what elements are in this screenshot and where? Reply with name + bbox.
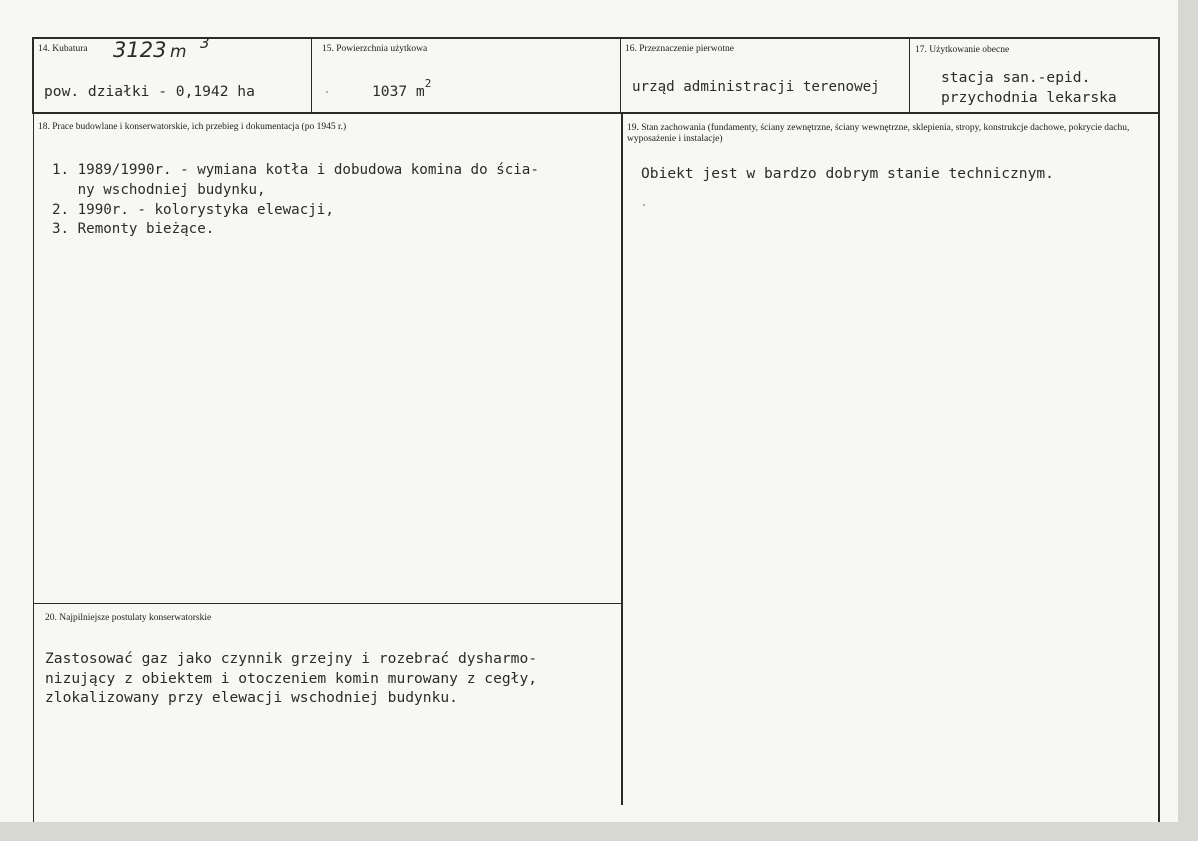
field-19-value: Obiekt jest w bardzo dobrym stanie technicznym. xyxy=(641,165,1054,182)
section20-top-rule xyxy=(33,603,622,604)
field-17-line-1: stacja san.-epid. xyxy=(941,69,1091,86)
divider-16-17 xyxy=(909,37,910,113)
pencil-mark-19 xyxy=(643,204,645,206)
divider-14-15 xyxy=(311,37,312,113)
field-20-label: 20. Najpilniejsze postulaty konserwatorskie xyxy=(45,613,212,623)
left-border xyxy=(32,37,34,114)
field-19-label: 19. Stan zachowania (fundamenty, ściany zewnętrzne, ściany wewnętrzne, sklepienia, stropy, konstrukcje dachowe, pokrycie dachu, wyposażenie i instalacje) xyxy=(627,123,1130,144)
field-17-line-2: przychodnia lekarska xyxy=(941,89,1117,106)
kubatura-unit: m xyxy=(170,42,187,62)
field-15-value xyxy=(372,77,432,103)
field-16-label: 16. Przeznaczenie pierwotne xyxy=(625,44,734,54)
field-15-label: 15. Powierzchnia użytkowa xyxy=(322,44,428,54)
field-14-label: 14. Kubatura xyxy=(38,44,88,54)
usable-area-exponent: 2 xyxy=(424,77,432,91)
paper-edge-right xyxy=(1178,0,1198,841)
pencil-mark xyxy=(326,91,328,93)
field-16-value: urząd administracji terenowej xyxy=(632,79,880,95)
field-17-label: 17. Użytkowanie obecne xyxy=(915,45,1010,55)
center-divider xyxy=(621,113,623,805)
field-18-line-3: 2. 1990r. - kolorystyka elewacji, xyxy=(52,202,334,218)
field-14-plot-area: pow. działki - 0,1942 ha xyxy=(44,83,255,100)
divider-15-16 xyxy=(620,37,621,113)
field-20-line-1: Zastosować gaz jako czynnik grzejny i rozebrać dysharmo- xyxy=(45,650,538,667)
field-20-line-3: zlokalizowany przy elewacji wschodniej budynku. xyxy=(45,689,458,706)
field-20-line-2: nizujący z obiektem i otoczeniem komin murowany z cegły, xyxy=(45,670,538,687)
field-18-line-1: 1. 1989/1990r. - wymiana kotła i dobudowa komina do ścia- xyxy=(52,162,539,178)
left-border-lower xyxy=(33,113,34,822)
usable-area-value: 1037 m xyxy=(372,83,425,100)
kubatura-exponent: 3 xyxy=(200,34,210,52)
kubatura-value: 3123 xyxy=(113,38,167,62)
right-border xyxy=(1158,37,1160,822)
paper-edge-bottom xyxy=(0,822,1198,841)
field-18-line-4: 3. Remonty bieżące. xyxy=(52,221,215,237)
field-18-label: 18. Prace budowlane i konserwatorskie, ich przebieg i dokumentacja (po 1945 r.) xyxy=(38,122,347,132)
field-18-line-2: ny wschodniej budynku, xyxy=(52,182,266,198)
row1-bottom-rule xyxy=(32,112,1160,114)
